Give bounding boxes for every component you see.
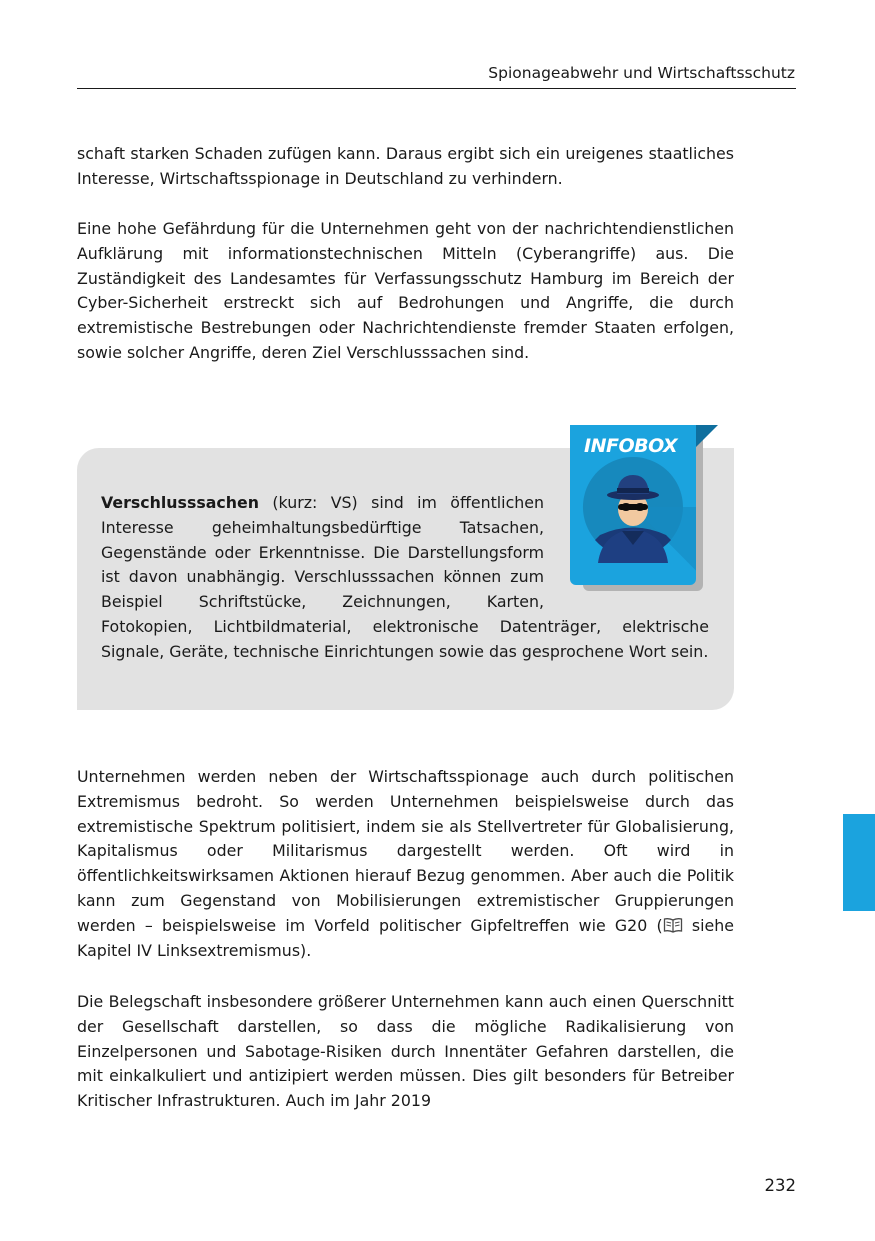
infobox-badge-label: INFOBOX: [584, 435, 678, 457]
header-divider: [77, 88, 796, 89]
infobox-term: Verschlusssachen: [101, 493, 259, 512]
chapter-reference-text: siehe Kapitel IV Linksextremismus).: [77, 915, 734, 960]
chapter-tab-marker: [843, 814, 875, 911]
infobox-badge-fold: [696, 425, 718, 447]
paragraph-political-extremism: [77, 765, 734, 963]
book-icon: [663, 917, 683, 933]
page-number: 232: [764, 1176, 796, 1195]
paragraph-insider-threat: Die Belegschaft insbesondere größerer Unternehmen kann auch einen Querschnitt der Gesellschaft darstellen, so dass die mögliche Radikalisierung von Einzelpersonen und Sabotage-Risiken durch Innentäter Gefahren darstellen, die mit einkalkuliert und antizipiert werden müssen. Dies gilt besonders für Betreiber Kritischer Infrastrukturen. Auch im Jahr 2019: [77, 992, 734, 1111]
paragraph-economic-damage: schaft starken Schaden zufügen kann. Daraus ergibt sich ein ureigenes staatliches Interesse, Wirtschaftsspionage in Deutschland zu verhindern.: [77, 144, 734, 188]
infobox-badge: [570, 425, 696, 585]
paragraph-extremism-text: Unternehmen werden neben der Wirtschaftsspionage auch durch politischen Extremismus bedroht. So werden Unternehmen beispielsweise durch das extremistische Spektrum politisiert, indem sie als Stellvertreter für Globalisierung, Kapitalismus oder Militarismus dargestellt werden. Oft wird in öffentlichkeitswirksamen Aktionen hierauf Bezug genommen. Aber auch die Politik kann zum Gegenstand von Mobilisierungen extremistischer Gruppierungen werden – beispielsweise im Vorfeld politischer Gipfeltreffen wie G20 (: [77, 767, 734, 935]
paragraph-cyber-attacks: Eine hohe Gefährdung für die Unternehmen geht von der nachrichtendienstlichen Aufklärung mit informationstechnischen Mitteln (Cyberangriffe) aus. Die Zuständigkeit des Landesamtes für Verfassungsschutz Hamburg im Bereich der Cyber-Sicherheit erstreckt sich auf Bedrohungen und Angriffe, die durch extremistische Bestrebungen oder Nachrichtendienste fremder Staaten erfolgen, sowie solcher Angriffe, deren Ziel Verschlusssachen sind.: [77, 219, 734, 362]
infobox-definition: (kurz: VS) sind im öffentlichen Interesse geheimhaltungsbedürftige Tatsachen, Gegenstände oder Erkenntnisse. Die Darstellungsform ist davon unabhängig. Verschlusssachen können zum Beispiel Schriftstücke, Zeichnungen, Karten, Fotokopien, Lichtbildmaterial, elektronische Datenträger, elektrische Signale, Geräte, technische Einrichtungen sowie das gesprochene Wort sein.: [101, 493, 709, 661]
running-header: Spionageabwehr und Wirtschaftsschutz: [488, 64, 795, 82]
